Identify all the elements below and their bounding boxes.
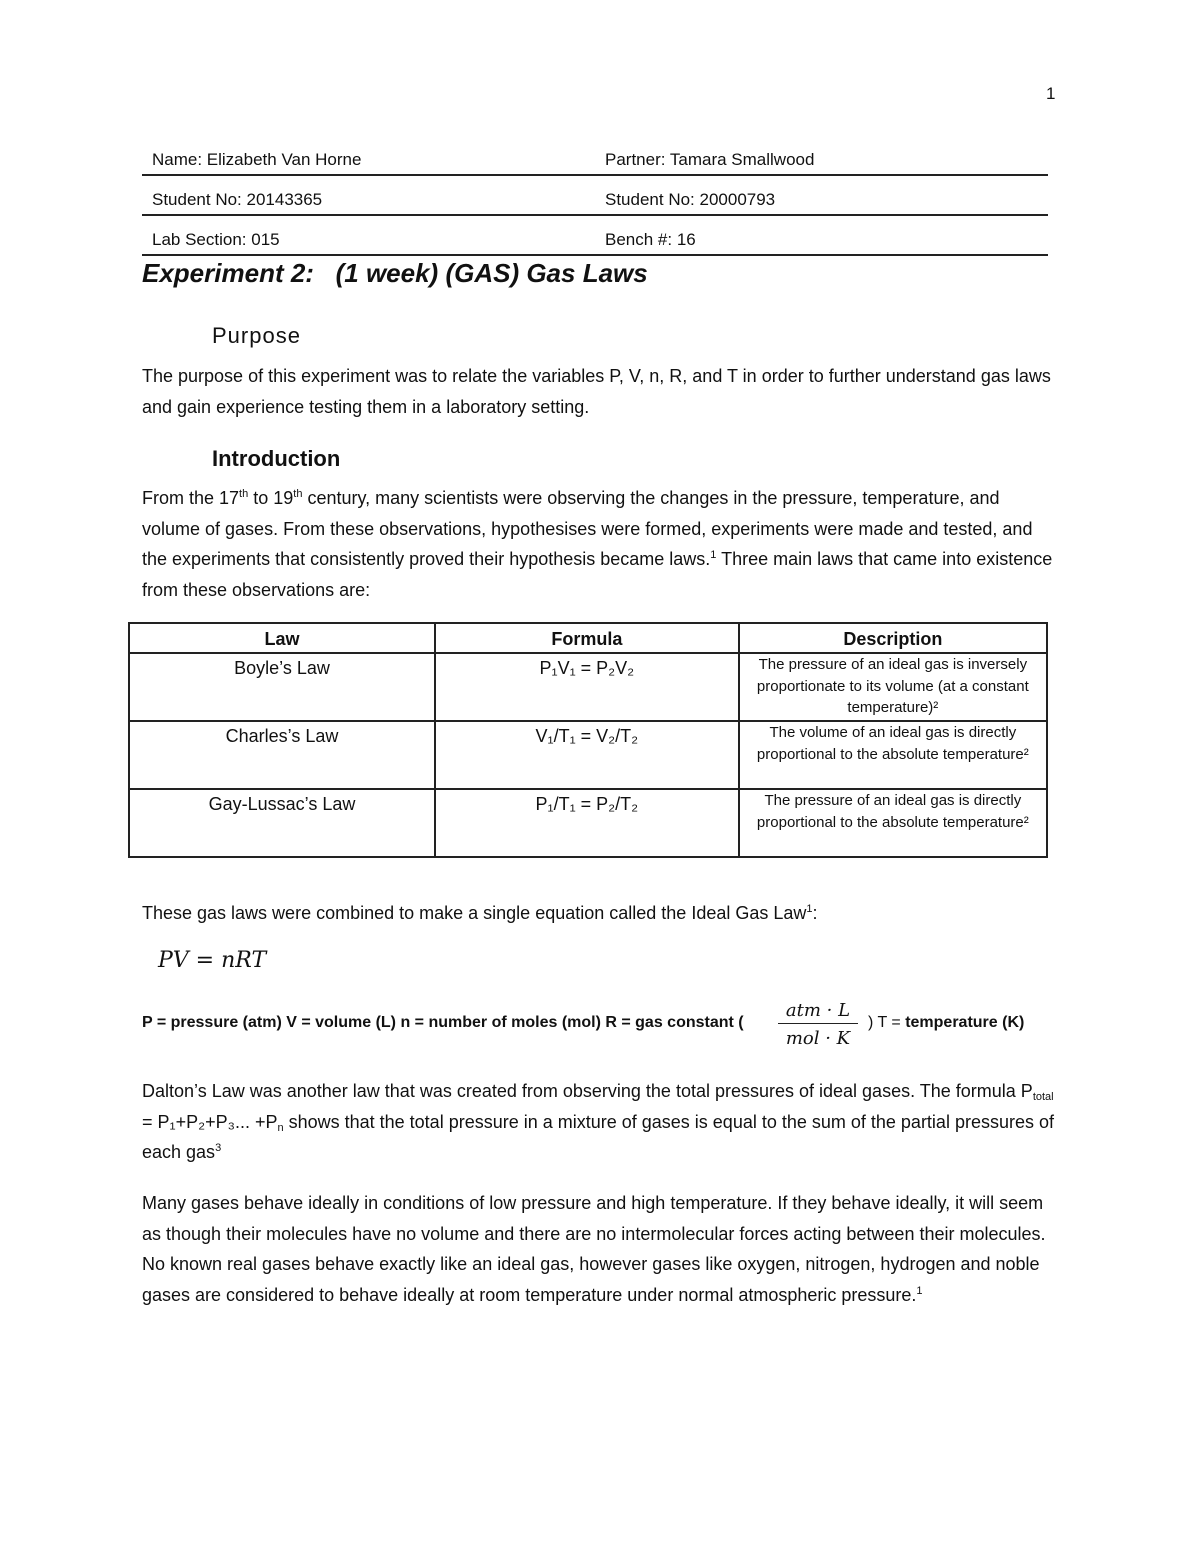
daltons-law-paragraph: Dalton’s Law was another law that was created from observing the total pressures of ideal gases. The formula $P_{total} = P_1+P_2+P_3$... $+P_n$ shows that the total pressure in a mixture of gases is equal to the sum of the partial pressures of each gas$^3$ (142, 1081, 1054, 1162)
ideal-gas-equation: PV = nRT (158, 948, 267, 973)
ideal-behaviour-paragraph: Many gases behave ideally in conditions of low pressure and high temperature. If they behave ideally, it will seem as though their molecules have no volume and there are no intermolecular forces acting between their molecules. No known real gases behave exactly like an ideal gas, however gases like oxygen, nitrogen, hydrogen and noble gases are considered to behave ideally at room temperature under normal atmospheric pressure.$^1$ (142, 1193, 1046, 1305)
units-numerator: atm · L (778, 1000, 858, 1024)
table-row (129, 721, 1047, 789)
bench-number: Bench #: 16 (595, 215, 1048, 255)
gas-laws-table (128, 622, 1048, 858)
purpose-heading: Purpose (212, 323, 301, 348)
header-formula: Formula (435, 623, 739, 653)
law-formula: V₁/T₁ = V₂/T₂ (435, 721, 739, 789)
student-name: Name: Elizabeth Van Horne (142, 138, 595, 175)
units-denominator: mol · K (785, 1028, 851, 1049)
gas-constant-units (778, 1000, 858, 1049)
partner-name: Partner: Tamara Smallwood (595, 138, 1048, 175)
purpose-paragraph: The purpose of this experiment was to relate the variables P, V, n, R, and T in order to further understand gas laws and gain experience testing them in a laboratory setting. (142, 366, 1051, 417)
law-name: Charles’s Law (129, 721, 435, 789)
temperature-definition: ) T = temperature (K) (868, 1014, 1025, 1031)
law-formula: P₁/T₁ = P₂/T₂ (435, 789, 739, 857)
introduction-heading: Introduction (212, 446, 341, 471)
law-description: The pressure of an ideal gas is directly proportional to the absolute temperature² (739, 789, 1047, 857)
table-row (129, 789, 1047, 857)
page-number: 1 (1046, 84, 1056, 103)
introduction-paragraph: From the 17th to 19th century, many scientists were observing the changes in the pressure, temperature, and volume of gases. From these observations, hypothesises were formed, experiments were made and tested, and the experiments that consistently proved their hypothesis became laws.$^1$ Three main laws that came into existence from these observations are: (142, 488, 1053, 600)
law-name: Boyle’s Law (129, 653, 435, 721)
header-description: Description (739, 623, 1047, 653)
law-description: The pressure of an ideal gas is inversely proportionate to its volume (at a constant temperature)² (739, 653, 1047, 721)
ideal-gas-law-intro: These gas laws were combined to make a single equation called the Ideal Gas Law$^1$: (142, 903, 818, 923)
variable-definitions: P = pressure (atm) V = volume (L) n = number of moles (mol) R = gas constant ( (142, 1014, 744, 1031)
header-law: Law (129, 623, 435, 653)
table-row (129, 653, 1047, 721)
law-name: Gay-Lussac’s Law (129, 789, 435, 857)
lab-section: Lab Section: 015 (142, 215, 595, 255)
experiment-title: Experiment 2: (1 week) (GAS) Gas Laws (142, 258, 648, 288)
partner-student-number: Student No: 20000793 (595, 175, 1048, 215)
law-description: The volume of an ideal gas is directly proportional to the absolute temperature² (739, 721, 1047, 789)
student-info-table (142, 138, 1048, 256)
law-formula: P₁V₁ = P₂V₂ (435, 653, 739, 721)
student-number: Student No: 20143365 (142, 175, 595, 215)
